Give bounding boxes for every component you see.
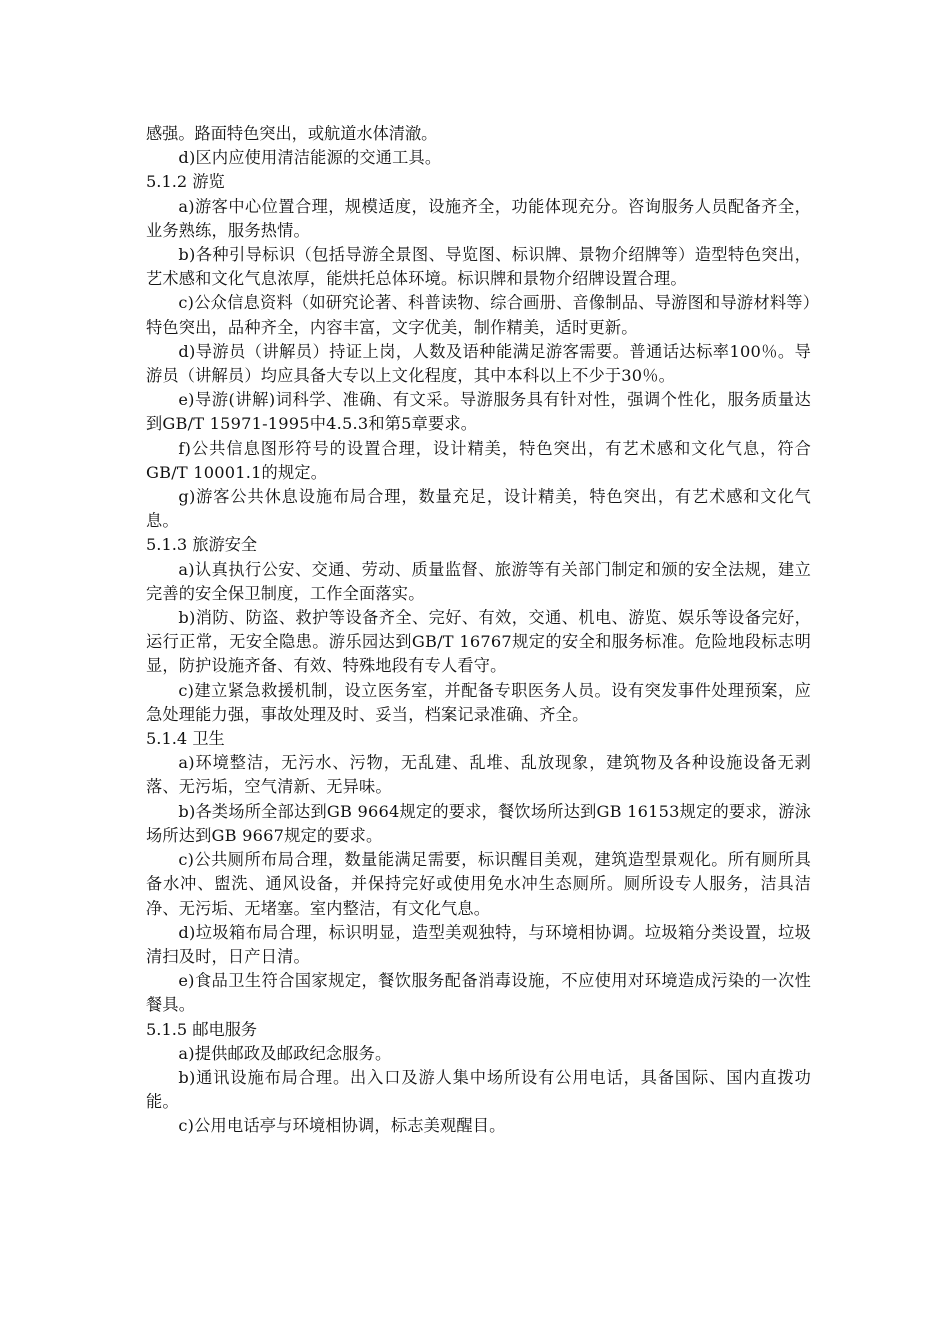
section-heading-5-1-4: 5.1.4 卫生 [146,729,225,749]
section-heading-5-1-2: 5.1.2 游览 [146,172,225,192]
paragraph-5-1-4-b: b)各类场所全部达到GB 9664规定的要求，餐饮场所达到GB 16153规定的要求，游泳场所达到GB 9667规定的要求。 [146,801,811,845]
paragraph-5-1-5-c: c)公用电话亭与环境相协调，标志美观醒目。 [178,1116,506,1136]
paragraph-5-1-2-f: f)公共信息图形符号的设置合理，设计精美，特色突出，有艺术感和文化气息，符合GB/T 10001.1的规定。 [146,438,811,482]
paragraph-continuation: 感强。路面特色突出，或航道水体清澈。 [146,124,438,143]
paragraph-5-1-4-a: a)环境整洁，无污水、污物，无乱建、乱堆、乱放现象，建筑物及各种设施设备无剥落、无污垢，空气清新、无异味。 [146,753,811,797]
paragraph-5-1-1-d: d)区内应使用清洁能源的交通工具。 [178,148,442,168]
paragraph-5-1-4-e: e)食品卫生符合国家规定，餐饮服务配备消毒设施，不应使用对环境造成污染的一次性餐具。 [146,971,811,1015]
paragraph-5-1-5-a: a)提供邮政及邮政纪念服务。 [178,1043,392,1063]
paragraph-5-1-2-b: b)各种引导标识（包括导游全景图、导览图、标识牌、景物介绍牌等）造型特色突出，艺术感和文化气息浓厚，能烘托总体环境。标识牌和景物介绍牌设置合理。 [146,245,811,289]
paragraph-5-1-2-a: a)游客中心位置合理，规模适度，设施齐全，功能体现充分。咨询服务人员配备齐全，业务熟练，服务热情。 [146,196,811,240]
section-heading-5-1-5: 5.1.5 邮电服务 [146,1019,258,1039]
paragraph-5-1-3-c: c)建立紧急救援机制，设立医务室，并配备专职医务人员。设有突发事件处理预案，应急处理能力强，事故处理及时、妥当，档案记录准确、齐全。 [146,680,811,724]
paragraph-5-1-4-d: d)垃圾箱布局合理，标识明显，造型美观独特，与环境相协调。垃圾箱分类设置，垃圾清扫及时，日产日清。 [146,922,811,966]
paragraph-5-1-2-e: e)导游(讲解)词科学、准确、有文采。导游服务具有针对性，强调个性化，服务质量达到GB/T 15971-1995中4.5.3和第5章要求。 [146,390,811,434]
section-heading-5-1-3: 5.1.3 旅游安全 [146,535,258,555]
paragraph-5-1-4-c: c)公共厕所布局合理，数量能满足需要，标识醒目美观，建筑造型景观化。所有厕所具备水冲、盥洗、通风设备，并保持完好或使用免水冲生态厕所。厕所设专人服务，洁具洁净、无污垢、无堵塞。室内整洁，有文化气息。 [146,850,811,918]
paragraph-5-1-2-c: c)公众信息资料（如研究论著、科普读物、综合画册、音像制品、导游图和导游材料等）特色突出，品种齐全，内容丰富，文字优美，制作精美，适时更新。 [146,293,811,337]
paragraph-5-1-2-d: d)导游员（讲解员）持证上岗，人数及语种能满足游客需要。普通话达标率100％。导游员（讲解员）均应具备大专以上文化程度，其中本科以上不少于30％。 [146,341,811,386]
paragraph-5-1-3-b: b)消防、防盗、救护等设备齐全、完好、有效，交通、机电、游览、娱乐等设备完好，运行正常，无安全隐患。游乐园达到GB/T 16767规定的安全和服务标准。危险地段标志明显，防护设施齐备、有效、特殊地段有专人看守。 [146,608,811,676]
paragraph-5-1-5-b: b)通讯设施布局合理。出入口及游人集中场所设有公用电话，具备国际、国内直拨功能。 [146,1067,811,1112]
paragraph-5-1-2-g: g)游客公共休息设施布局合理，数量充足，设计精美，特色突出，有艺术感和文化气息。 [146,487,811,531]
document-body [146,122,811,1139]
paragraph-5-1-3-a: a)认真执行公安、交通、劳动、质量监督、旅游等有关部门制定和颁的安全法规，建立完善的安全保卫制度，工作全面落实。 [146,559,811,603]
